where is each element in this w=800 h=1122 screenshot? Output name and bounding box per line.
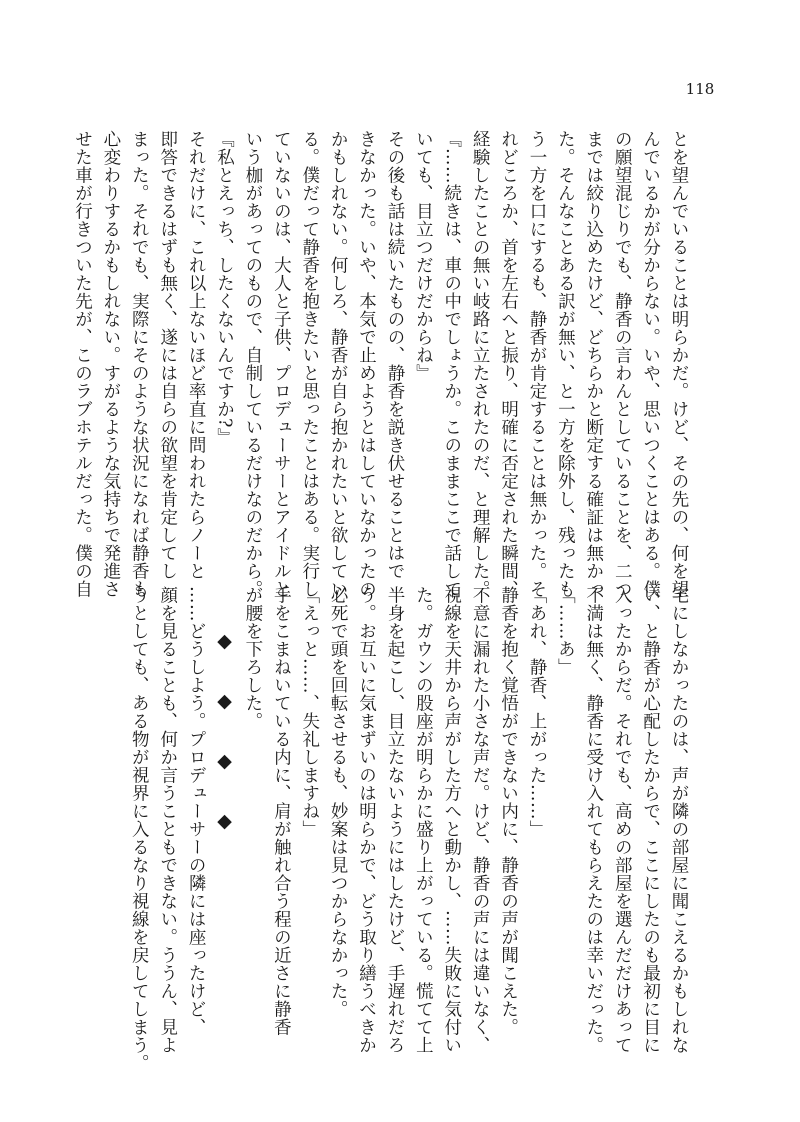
- text-line: 顔を見ることも、何か言うこともできない。ううん、見よ: [157, 586, 178, 1054]
- text-line: うとしても、ある物が視界に入るなり視線を戻してしまう。: [129, 586, 150, 1072]
- text-line: 半身を起こし、目立たないようにはしたけど、手遅れだろ: [384, 586, 405, 1054]
- text-line: が腰を下ろした。: [242, 586, 263, 730]
- text-line: 心変わりするかもしれない。すがるような気持ちで発進さ: [100, 130, 121, 598]
- text-line: とを望んでいることは明らかだ。けど、その先の、何を望: [669, 130, 689, 598]
- text-line: 手をこまねいている内に、肩が触れ合う程の近さに静香: [271, 586, 292, 1036]
- text-line: ……どうしよう。プロデューサーの隣には座ったけど、: [186, 586, 207, 1036]
- text-line: それだけに、これ以上ないほど率直に問われたらノーと: [186, 130, 207, 580]
- text-line: の願望混じりでも、静香の言わんとしていることを、二つ: [612, 130, 633, 598]
- text-line: いても、目立つだけだからね』: [413, 130, 434, 382]
- text-line: 不意に漏れた小さな声だ。けど、静香の声には違いなく、: [470, 586, 491, 1054]
- text-line: 『私とえっち、したくないんですか?』: [214, 130, 235, 446]
- text-line: までは絞り込めたけど、どちらかと断定する確証は無かっ: [583, 130, 604, 598]
- text-line: かもしれない。何しろ、静香が自ら抱かれたいと欲してい: [328, 130, 349, 598]
- text-line: 入ったからだ。それでも、高めの部屋を選んだだけあって: [612, 586, 633, 1054]
- text-line: 『……続きは、車の中でしょうか。このままここで話して: [441, 130, 462, 598]
- text-line: る。僕だって静香を抱きたいと思ったことはある。実行し: [299, 130, 320, 598]
- text-line: 経験したことの無い岐路に立たされたのだ、と理解した。: [470, 130, 491, 598]
- text-line: その後も話は続いたものの、静香を説き伏せることはで: [384, 130, 405, 580]
- text-line: 不満は無く、静香に受け入れてもらえたのは幸いだった。: [583, 586, 604, 1054]
- text-line: れどころか、首を左右へと振り、明確に否定された瞬間、: [498, 130, 519, 598]
- text-line: 「……あ」: [555, 586, 576, 676]
- text-line: せた車が行きついた先が、このラブホテルだった。僕の自: [72, 130, 93, 598]
- text-line: 視線を天井から声がした方へと動かし、……失敗に気付い: [441, 586, 462, 1054]
- text-line: きなかった。いや、本気で止めようとはしていなかったの: [356, 130, 377, 598]
- text-line: 必死で頭を回転させるも、妙案は見つからなかった。: [328, 586, 349, 1018]
- text-line: 静香を抱く覚悟ができない内に、静香の声が聞こえた。: [498, 586, 519, 1036]
- text-line: た。そんなことある訳が無い、と一方を除外し、残ったも: [555, 130, 576, 598]
- section-break-diamonds: ◆◆◆◆: [213, 630, 236, 870]
- page-number: 118: [685, 80, 715, 98]
- text-line: う一方を口にするも、静香が肯定することは無かった。そ: [526, 130, 547, 598]
- text-line: ていないのは、大人と子供、プロデューサーとアイドルと: [271, 130, 292, 598]
- text-line: い、と静香が心配したからで、ここにしたのも最初に目に: [640, 586, 661, 1054]
- text-line: た。ガウンの股座が明らかに盛り上がっている。慌てて上: [413, 586, 434, 1054]
- text-line: 即答できるはずも無く、遂には自らの欲望を肯定してし: [157, 130, 178, 580]
- text-line: いう枷があってのもので、自制しているだけなのだから。: [242, 130, 263, 598]
- text-line: 「あれ、静香、上がった……」: [526, 586, 547, 838]
- main-text-lower: [129, 586, 693, 1072]
- text-line: 宅にしなかったのは、声が隣の部屋に聞こえるかもしれな: [669, 586, 689, 1054]
- text-line: 「えっと……、失礼しますね」: [299, 586, 320, 838]
- main-text-upper: [72, 130, 693, 598]
- text-line: んでいるかが分からない。いや、思いつくことはある。僕: [640, 130, 661, 598]
- text-line: う。お互いに気まずいのは明らかで、どう取り繕うべきか: [356, 586, 377, 1054]
- text-line: まった。それでも、実際にそのような状況になれば静香も: [129, 130, 150, 598]
